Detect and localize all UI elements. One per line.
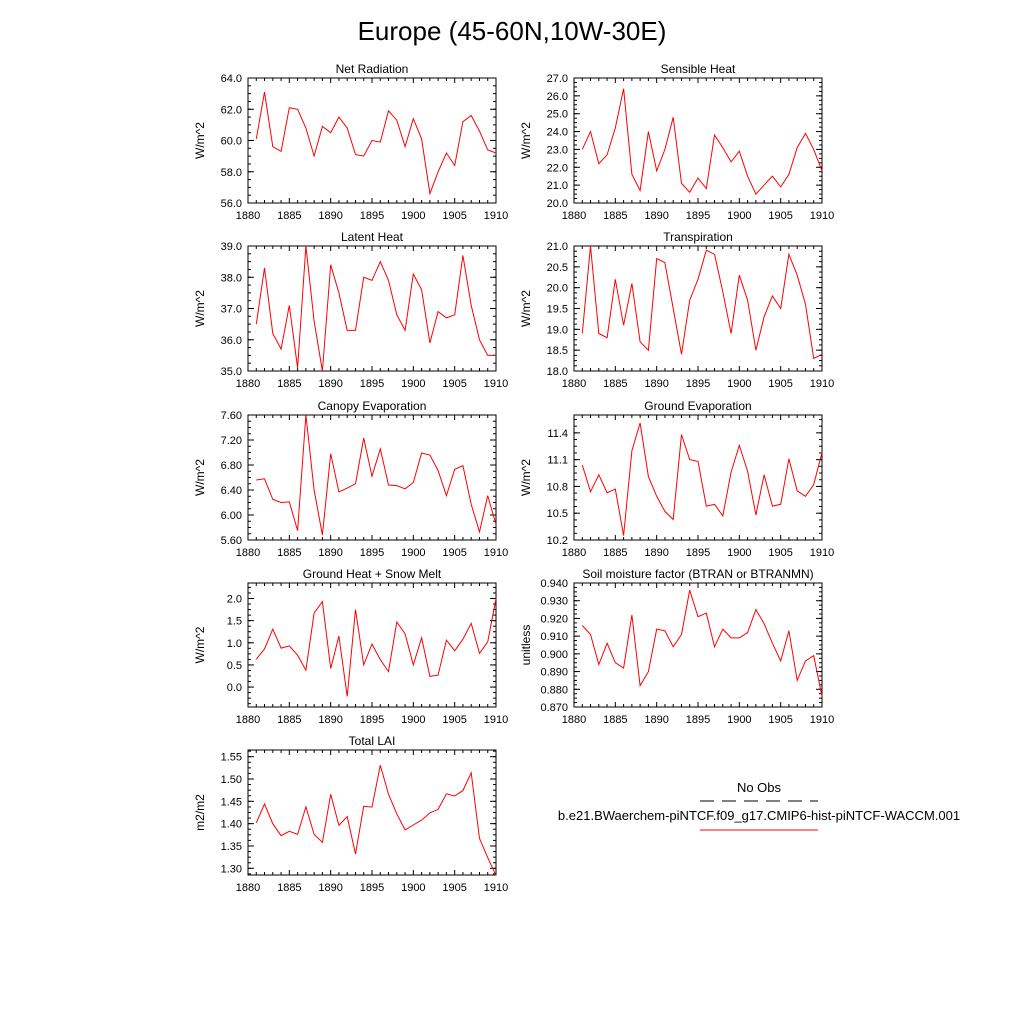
- y-tick-label: 1.5: [226, 615, 242, 628]
- legend-obs-label: No Obs: [736, 780, 782, 795]
- panel-title: Canopy Evaporation: [317, 399, 427, 413]
- panel-title: Soil moisture factor (BTRAN or BTRANMN): [582, 567, 814, 581]
- y-tick-label: 1.45: [220, 796, 242, 809]
- y-tick-label: 38.0: [220, 272, 242, 285]
- x-tick-label: 1880: [561, 210, 587, 222]
- y-tick-label: 56.0: [220, 198, 242, 210]
- x-tick-label: 1895: [359, 714, 385, 726]
- x-tick-label: 1905: [768, 547, 793, 559]
- x-tick-label: 1880: [561, 378, 587, 390]
- y-tick-label: 1.0: [226, 637, 242, 650]
- y-tick-label: 1.50: [220, 774, 242, 787]
- x-tick-label: 1885: [277, 714, 302, 726]
- chart-panel: [193, 399, 508, 559]
- x-tick-label: 1885: [603, 210, 628, 222]
- y-tick-label: 0.920: [540, 613, 568, 626]
- panel-title: Net Radiation: [335, 62, 409, 76]
- y-tick-label: 18.0: [546, 366, 568, 378]
- y-tick-label: 25.0: [546, 108, 568, 121]
- y-axis-label: W/m^2: [519, 290, 533, 327]
- y-tick-label: 24.0: [546, 126, 568, 139]
- chart-panel: [193, 567, 508, 726]
- y-tick-label: 7.60: [220, 410, 242, 422]
- y-tick-label: 39.0: [220, 241, 242, 253]
- x-tick-label: 1910: [483, 210, 509, 222]
- x-tick-label: 1880: [235, 378, 261, 390]
- y-tick-label: 20.5: [546, 261, 568, 274]
- chart-panel: [519, 230, 834, 390]
- x-tick-label: 1895: [685, 210, 711, 222]
- y-tick-label: 0.930: [540, 595, 568, 608]
- y-tick-label: 64.0: [220, 73, 242, 85]
- x-tick-label: 1890: [644, 547, 669, 559]
- x-tick-label: 1895: [685, 714, 711, 726]
- y-tick-label: 35.0: [220, 366, 242, 378]
- x-tick-label: 1895: [359, 210, 385, 222]
- x-tick-label: 1900: [401, 714, 426, 726]
- series-line: [256, 599, 496, 697]
- x-tick-label: 1900: [727, 378, 752, 390]
- y-tick-label: 36.0: [220, 334, 242, 347]
- x-tick-label: 1895: [685, 378, 711, 390]
- series-line: [582, 423, 822, 536]
- y-axis-label: W/m^2: [193, 122, 207, 159]
- x-tick-label: 1900: [727, 210, 752, 222]
- y-tick-label: 19.0: [546, 324, 568, 337]
- y-axis-label: W/m^2: [519, 122, 533, 159]
- x-tick-label: 1900: [727, 547, 752, 559]
- y-tick-label: 0.890: [540, 666, 568, 679]
- chart-panel: [519, 62, 834, 222]
- x-tick-label: 1905: [442, 547, 467, 559]
- y-axis-label: W/m^2: [193, 290, 207, 327]
- chart-panel: [519, 567, 834, 726]
- x-tick-label: 1900: [401, 378, 426, 390]
- legend: [558, 780, 960, 830]
- y-tick-label: 5.60: [220, 535, 242, 547]
- x-tick-label: 1905: [768, 378, 793, 390]
- y-tick-label: 10.2: [546, 535, 568, 547]
- plot-frame: [248, 750, 496, 875]
- x-tick-label: 1910: [809, 378, 835, 390]
- x-tick-label: 1905: [768, 714, 793, 726]
- chart-panel: [193, 734, 508, 894]
- x-tick-label: 1905: [768, 210, 793, 222]
- y-tick-label: 1.35: [220, 840, 242, 853]
- panel-title: Total LAI: [348, 734, 396, 748]
- y-tick-label: 20.0: [546, 198, 568, 210]
- legend-model-label: b.e21.BWaerchem-piNTCF.f09_g17.CMIP6-hist-piNTCF-WACCM.001: [557, 808, 961, 823]
- x-tick-label: 1880: [235, 547, 261, 559]
- panel-title: Latent Heat: [340, 230, 404, 244]
- x-tick-label: 1880: [235, 210, 261, 222]
- y-tick-label: 1.40: [220, 818, 242, 831]
- x-tick-label: 1885: [277, 882, 302, 894]
- series-line: [256, 246, 496, 371]
- x-tick-label: 1890: [318, 882, 343, 894]
- x-tick-label: 1885: [603, 714, 628, 726]
- x-tick-label: 1910: [809, 547, 835, 559]
- y-tick-label: 0.910: [540, 631, 568, 644]
- y-axis-label: m2/m2: [193, 794, 207, 831]
- x-tick-label: 1885: [277, 378, 302, 390]
- x-tick-label: 1890: [318, 378, 343, 390]
- y-tick-label: 0.880: [540, 684, 568, 697]
- y-tick-label: 21.0: [546, 180, 568, 193]
- series-line: [582, 89, 822, 194]
- series-line: [582, 246, 822, 359]
- y-tick-label: 2.0: [226, 593, 242, 606]
- x-tick-label: 1910: [809, 210, 835, 222]
- series-line: [256, 765, 496, 875]
- chart-panel: [519, 399, 834, 559]
- y-tick-label: 60.0: [220, 135, 242, 148]
- y-tick-label: 62.0: [220, 104, 242, 117]
- y-tick-label: 37.0: [220, 303, 242, 316]
- y-tick-label: 26.0: [546, 90, 568, 103]
- x-tick-label: 1895: [685, 547, 711, 559]
- x-tick-label: 1890: [644, 210, 669, 222]
- y-tick-label: 6.00: [220, 510, 242, 522]
- x-tick-label: 1880: [561, 547, 587, 559]
- x-tick-label: 1900: [727, 714, 752, 726]
- y-tick-label: 7.20: [220, 435, 242, 447]
- chart-panel: [193, 62, 508, 222]
- x-tick-label: 1880: [235, 882, 261, 894]
- y-axis-label: W/m^2: [193, 626, 207, 664]
- x-tick-label: 1890: [318, 547, 343, 559]
- x-tick-label: 1880: [235, 714, 261, 726]
- x-tick-label: 1905: [442, 378, 467, 390]
- panels: [193, 62, 834, 894]
- x-tick-label: 1910: [809, 714, 835, 726]
- y-tick-label: 27.0: [546, 73, 568, 85]
- y-tick-label: 19.5: [546, 303, 568, 316]
- series-line: [256, 92, 496, 194]
- plot-frame: [248, 246, 496, 371]
- series-line: [582, 590, 822, 696]
- y-tick-label: 10.5: [546, 508, 568, 521]
- x-tick-label: 1910: [483, 547, 509, 559]
- y-tick-label: 1.55: [220, 751, 242, 764]
- y-axis-label: unitless: [519, 624, 533, 666]
- x-tick-label: 1890: [318, 210, 343, 222]
- y-tick-label: 0.940: [540, 578, 568, 590]
- y-tick-label: 20.0: [546, 282, 568, 295]
- x-tick-label: 1900: [401, 547, 426, 559]
- x-tick-label: 1885: [277, 210, 302, 222]
- y-tick-label: 0.0: [226, 682, 242, 695]
- x-tick-label: 1880: [561, 714, 587, 726]
- y-tick-label: 6.80: [220, 460, 242, 472]
- x-tick-label: 1900: [401, 210, 426, 222]
- plot-frame: [574, 415, 822, 540]
- y-axis-label: W/m^2: [193, 459, 207, 496]
- y-axis-label: W/m^2: [519, 459, 533, 496]
- x-tick-label: 1905: [442, 714, 467, 726]
- y-tick-label: 21.0: [546, 241, 568, 253]
- x-tick-label: 1910: [483, 714, 509, 726]
- y-tick-label: 0.870: [540, 702, 568, 714]
- x-tick-label: 1890: [644, 714, 669, 726]
- x-tick-label: 1900: [401, 882, 426, 894]
- x-tick-label: 1885: [603, 547, 628, 559]
- x-tick-label: 1905: [442, 210, 467, 222]
- y-tick-label: 0.5: [226, 659, 242, 672]
- x-tick-label: 1895: [359, 882, 385, 894]
- y-tick-label: 23.0: [546, 144, 568, 157]
- y-tick-label: 22.0: [546, 162, 568, 175]
- panel-title: Ground Evaporation: [644, 399, 752, 413]
- y-tick-label: 10.8: [546, 481, 568, 494]
- x-tick-label: 1895: [359, 547, 385, 559]
- y-tick-label: 11.4: [547, 427, 568, 440]
- panel-title: Transpiration: [663, 230, 733, 244]
- x-tick-label: 1910: [483, 378, 509, 390]
- y-tick-label: 6.40: [220, 485, 242, 497]
- x-tick-label: 1895: [359, 378, 385, 390]
- y-tick-label: 1.30: [220, 863, 242, 876]
- panel-title: Sensible Heat: [660, 62, 736, 76]
- x-tick-label: 1890: [644, 378, 669, 390]
- chart-panel: [193, 230, 508, 390]
- y-tick-label: 58.0: [220, 166, 242, 179]
- figure-title: Europe (45-60N,10W-30E): [357, 16, 667, 46]
- x-tick-label: 1885: [603, 378, 628, 390]
- y-tick-label: 11.1: [547, 454, 568, 467]
- y-tick-label: 18.5: [546, 345, 568, 358]
- panel-title: Ground Heat + Snow Melt: [302, 567, 442, 581]
- series-line: [256, 415, 496, 535]
- x-tick-label: 1890: [318, 714, 343, 726]
- x-tick-label: 1905: [442, 882, 467, 894]
- x-tick-label: 1885: [277, 547, 302, 559]
- y-tick-label: 0.900: [540, 648, 568, 661]
- x-tick-label: 1910: [483, 882, 509, 894]
